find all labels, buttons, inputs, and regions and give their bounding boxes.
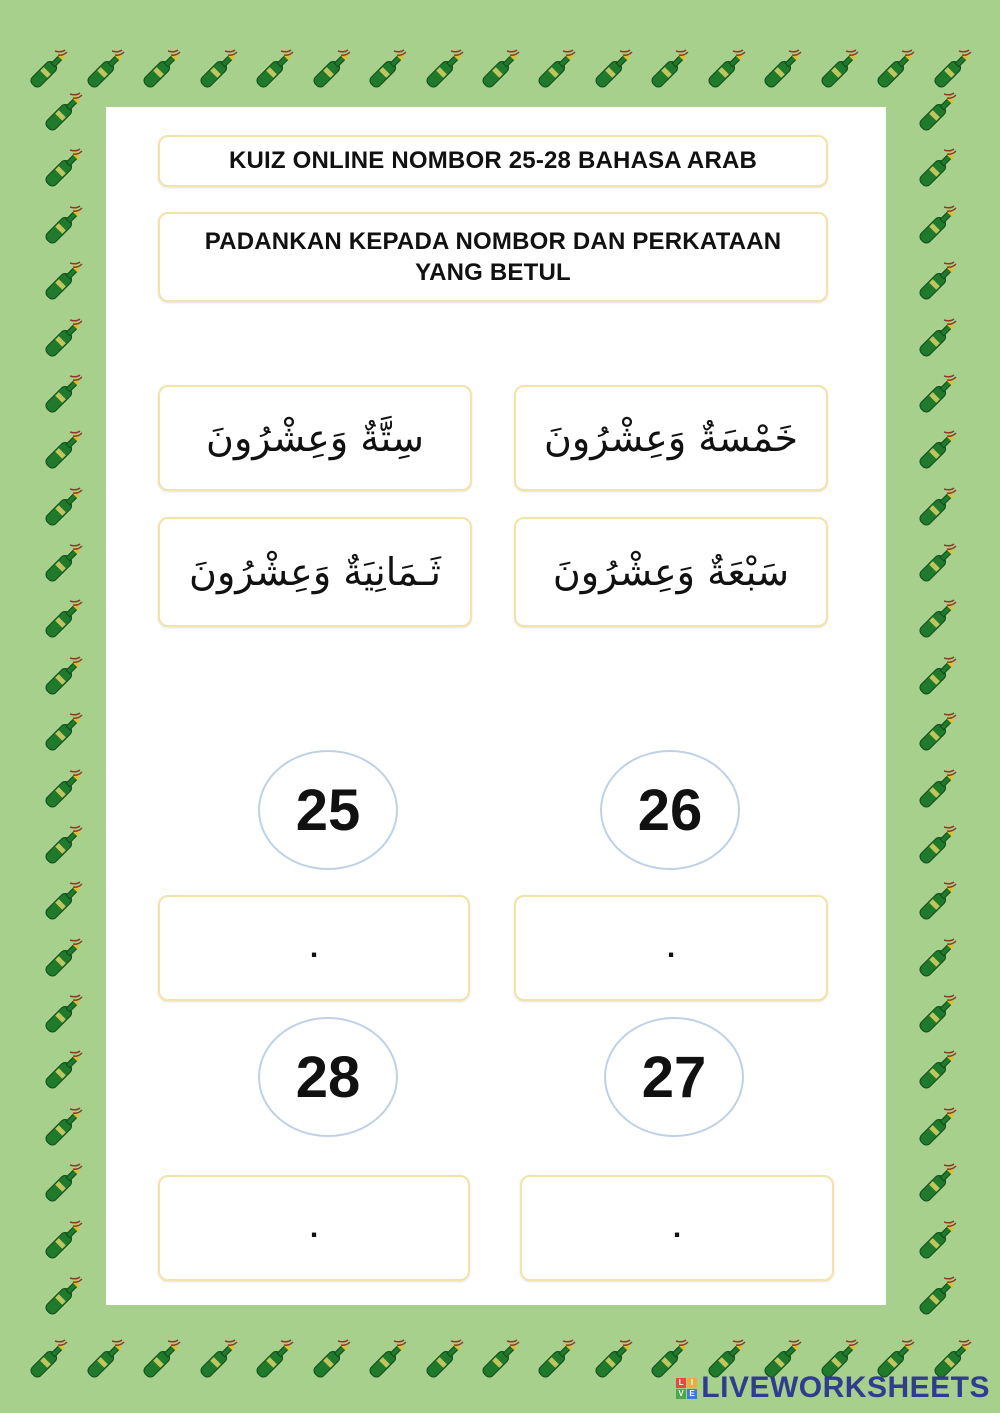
quiz-title <box>158 135 828 187</box>
number-label: 25 <box>295 777 361 843</box>
logo-text: LIVEWORKSHEETS <box>701 1371 990 1404</box>
bottle-icon <box>590 47 636 93</box>
bottle-icon <box>914 992 960 1038</box>
number-label: 26 <box>637 777 703 843</box>
answer-dropzone-28[interactable] <box>158 1175 470 1281</box>
bottle-icon <box>40 1274 86 1320</box>
bottle-icon <box>914 90 960 136</box>
liveworksheets-logo[interactable] <box>676 1371 990 1405</box>
bottle-icon <box>308 47 354 93</box>
word-card-text: سَبْعَةٌ وَعِشْرُونَ <box>552 550 790 594</box>
instruction-text: PADANKAN KEPADA NOMBOR DAN PERKATAAN YANG BETUL <box>204 227 782 286</box>
logo-mark-letter: I <box>687 1378 697 1388</box>
bottle-icon <box>251 1337 297 1383</box>
bottle-icon <box>914 485 960 531</box>
word-card-25[interactable] <box>514 385 828 491</box>
bottle-icon <box>421 1337 467 1383</box>
liveworksheets-mark-icon <box>676 1378 697 1399</box>
bottle-icon <box>914 1048 960 1094</box>
answer-placeholder: . <box>309 931 319 964</box>
bottle-icon <box>533 1337 579 1383</box>
bottle-icon <box>590 1337 636 1383</box>
bottle-icon <box>914 1274 960 1320</box>
word-card-27[interactable] <box>514 517 828 627</box>
bottle-icon <box>40 146 86 192</box>
bottle-icon <box>914 541 960 587</box>
answer-dropzone-27[interactable] <box>520 1175 834 1281</box>
bottle-icon <box>914 597 960 643</box>
bottle-icon <box>25 1337 71 1383</box>
bottle-icon <box>40 1218 86 1264</box>
bottle-icon <box>25 47 71 93</box>
bottle-icon <box>914 879 960 925</box>
bottle-icon <box>703 47 749 93</box>
bottle-icon <box>40 823 86 869</box>
bottle-icon <box>914 654 960 700</box>
number-circle-28 <box>258 1017 398 1137</box>
bottle-icon <box>872 47 918 93</box>
bottle-icon <box>40 316 86 362</box>
bottle-icon <box>138 47 184 93</box>
bottle-icon <box>40 372 86 418</box>
word-card-text: خَمْسَةٌ وَعِشْرُونَ <box>544 416 798 460</box>
number-label: 28 <box>295 1044 361 1110</box>
logo-mark-letter: L <box>676 1378 686 1388</box>
number-label: 27 <box>641 1044 707 1110</box>
bottle-icon <box>914 936 960 982</box>
answer-placeholder: . <box>666 931 676 964</box>
border-right <box>902 90 972 1320</box>
bottle-icon <box>40 597 86 643</box>
answer-placeholder: . <box>672 1211 682 1244</box>
bottle-icon <box>421 47 467 93</box>
bottle-icon <box>82 47 128 93</box>
bottle-icon <box>759 47 805 93</box>
bottle-icon <box>914 1218 960 1264</box>
bottle-icon <box>364 1337 410 1383</box>
bottle-icon <box>914 316 960 362</box>
bottle-icon <box>40 879 86 925</box>
bottle-icon <box>477 47 523 93</box>
bottle-icon <box>914 1161 960 1207</box>
bottle-icon <box>40 259 86 305</box>
number-circle-27 <box>604 1017 744 1137</box>
quiz-title-text: KUIZ ONLINE NOMBOR 25-28 BAHASA ARAB <box>228 147 758 175</box>
number-circle-26 <box>600 750 740 870</box>
answer-dropzone-25[interactable] <box>158 895 470 1001</box>
bottle-icon <box>914 372 960 418</box>
bottle-icon <box>40 710 86 756</box>
bottle-icon <box>40 203 86 249</box>
bottle-icon <box>914 710 960 756</box>
bottle-icon <box>533 47 579 93</box>
bottle-icon <box>195 47 241 93</box>
bottle-icon <box>914 1105 960 1151</box>
bottle-icon <box>816 47 862 93</box>
bottle-icon <box>40 1105 86 1151</box>
answer-placeholder: . <box>309 1211 319 1244</box>
bottle-icon <box>914 767 960 813</box>
logo-mark-letter: V <box>676 1389 686 1399</box>
bottle-icon <box>40 541 86 587</box>
bottle-icon <box>40 992 86 1038</box>
bottle-icon <box>40 936 86 982</box>
bottle-icon <box>308 1337 354 1383</box>
bottle-icon <box>195 1337 241 1383</box>
answer-dropzone-26[interactable] <box>514 895 828 1001</box>
bottle-icon <box>82 1337 128 1383</box>
bottle-icon <box>40 1161 86 1207</box>
worksheet <box>106 107 886 1305</box>
word-card-28[interactable] <box>158 517 472 627</box>
bottle-icon <box>40 1048 86 1094</box>
instruction-box <box>158 212 828 302</box>
bottle-icon <box>251 47 297 93</box>
bottle-icon <box>914 146 960 192</box>
bottle-icon <box>40 90 86 136</box>
bottle-icon <box>40 654 86 700</box>
border-left <box>28 90 98 1320</box>
bottle-icon <box>138 1337 184 1383</box>
word-card-26[interactable] <box>158 385 472 491</box>
word-card-text: سِتَّةٌ وَعِشْرُونَ <box>206 416 424 460</box>
bottle-icon <box>646 47 692 93</box>
bottle-icon <box>914 259 960 305</box>
bottle-icon <box>40 428 86 474</box>
logo-mark-letter: E <box>687 1389 697 1399</box>
bottle-icon <box>40 485 86 531</box>
bottle-icon <box>364 47 410 93</box>
bottle-icon <box>914 823 960 869</box>
bottle-icon <box>914 428 960 474</box>
number-circle-25 <box>258 750 398 870</box>
bottle-icon <box>929 47 975 93</box>
border-top <box>0 40 1000 100</box>
word-card-text: ثَـمَانِيَةٌ وَعِشْرُونَ <box>189 550 441 594</box>
bottle-icon <box>914 203 960 249</box>
bottle-icon <box>40 767 86 813</box>
bottle-icon <box>477 1337 523 1383</box>
